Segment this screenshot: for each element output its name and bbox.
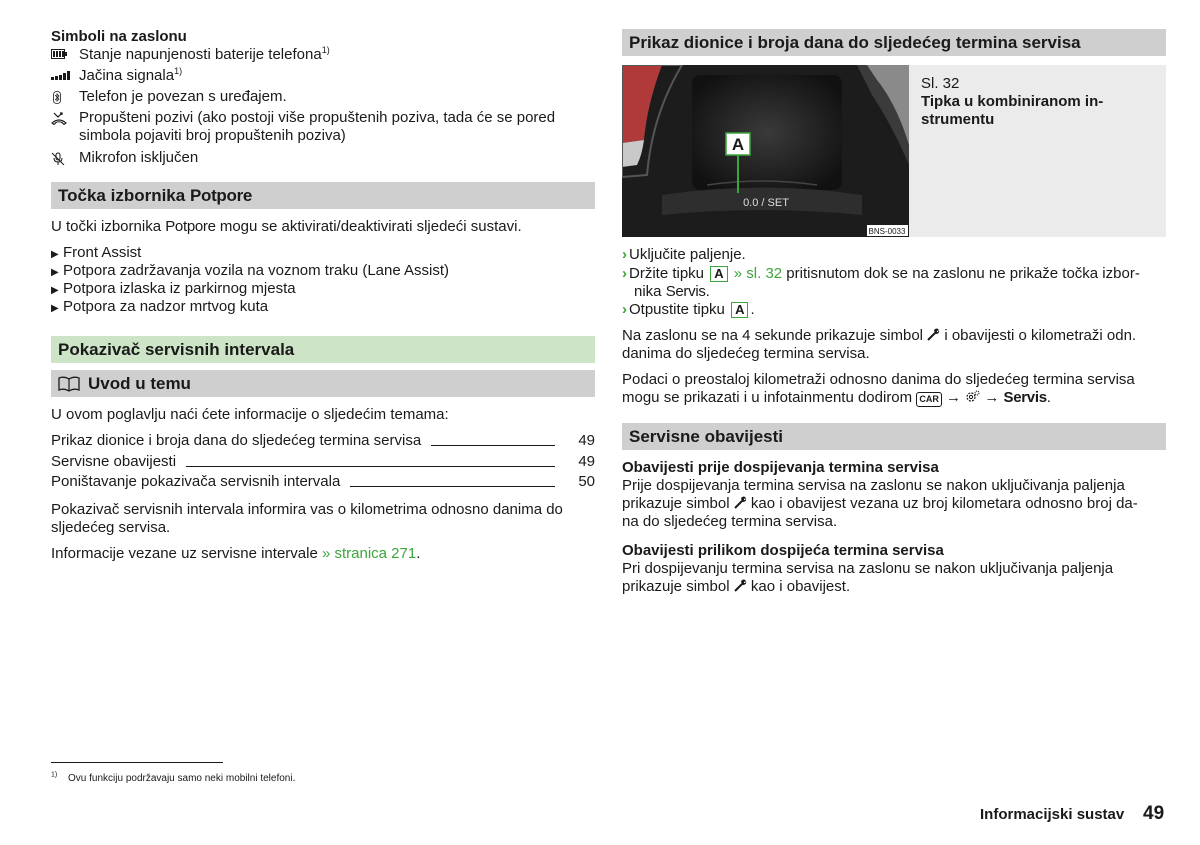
notice-subheading: Obavijesti prilikom dospijeća termina servisa — [622, 542, 944, 559]
paragraph-text: Pri dospijevanju termina servisa na zaslonu se nakon uključivanja paljenja — [622, 560, 1114, 577]
notice-text — [622, 477, 1166, 531]
service-notices-title: Servisne obavijesti — [622, 423, 1166, 450]
step-text: Držite tipku — [629, 265, 709, 282]
toc-leader — [186, 466, 555, 467]
microphone-off-icon — [51, 149, 79, 167]
step-chevron-icon: › — [622, 265, 627, 282]
settings-gear-icon — [965, 390, 980, 403]
footnote — [51, 772, 295, 786]
signal-strength-icon — [51, 67, 79, 85]
service-interval-reference — [51, 545, 595, 563]
footnote-mark: 1) — [51, 771, 58, 779]
battery-icon — [51, 46, 79, 64]
toc-leader — [431, 445, 555, 446]
support-list-item — [51, 244, 141, 264]
step-2-continued — [634, 283, 710, 301]
toc-page[interactable]: 50 — [578, 473, 595, 490]
step-text: Otpustite tipku — [629, 301, 730, 318]
toc-leader — [350, 486, 555, 487]
menu-term: Servis — [1003, 389, 1047, 406]
toc-label[interactable]: Prikaz dionice i broja dana do sljedećeg termina servisa — [51, 432, 422, 449]
reference-text: . — [416, 545, 421, 562]
paragraph-text: mogu se prikazati i u infotainmentu dodirom — [622, 389, 917, 406]
step-2 — [622, 265, 1166, 283]
paragraph-text: na do sljedećeg termina servisa. — [622, 513, 838, 530]
toc-page[interactable]: 49 — [578, 432, 595, 449]
paragraph-text: Prije dospijevanja termina servisa na zaslonu se nakon uključivanja paljenja — [622, 477, 1125, 494]
page-link[interactable]: » stranica 271 — [321, 545, 417, 562]
figure-number: Sl. 32 — [921, 75, 960, 92]
bullet-triangle-icon: ▶ — [51, 249, 59, 260]
intro-text: mogu se aktivirati/deaktivirati sljedeći sustavi. — [215, 218, 522, 235]
menu-term: Potpore — [165, 218, 216, 235]
paragraph-text: Podaci o preostaloj kilometraži odnosno danima do sljedećeg termina servisa — [622, 371, 1135, 388]
toc-entry[interactable] — [51, 453, 595, 471]
footnote-separator — [51, 762, 223, 763]
key-a-badge: A — [731, 302, 748, 318]
support-list-item — [51, 298, 268, 318]
arrow-icon: → — [946, 389, 961, 406]
figure-code: BNS-0033 — [868, 227, 906, 236]
paragraph-text: prikazuje simbol — [622, 495, 734, 512]
footnote-text: Ovu funkciju podržavaju samo neki mobilni telefoni. — [68, 773, 296, 784]
paragraph-text: kao i obavijest vezana uz broj kilometara odnosno broj da- — [746, 495, 1138, 512]
instrument-cluster-figure — [622, 65, 909, 237]
reference-text: Informacije vezane uz servisne intervale — [51, 545, 322, 562]
list-item-text: Potpora izlaska iz parkirnog mjesta — [63, 280, 296, 297]
step-chevron-icon: › — [622, 246, 627, 263]
list-item-text: Potpora za nadzor mrtvog kuta — [63, 298, 269, 315]
paragraph-text: kao i obavijest. — [746, 578, 851, 595]
support-intro — [51, 218, 595, 236]
intro-topic-title — [51, 370, 595, 397]
paragraph-text: . — [1046, 389, 1051, 406]
intro-text: U točki izbornika — [51, 218, 166, 235]
menu-term: Potpore — [189, 185, 253, 205]
symbol-text: Jačina signala — [79, 67, 175, 84]
list-item-text: Front Assist — [63, 244, 142, 261]
bullet-triangle-icon: ▶ — [51, 267, 59, 278]
step-3 — [622, 301, 755, 319]
toc-entry[interactable] — [51, 473, 595, 491]
step-1 — [622, 246, 746, 264]
bluetooth-icon — [51, 88, 79, 106]
service-interval-paragraph: Pokazivač servisnih intervala informira vas o kilometrima odnosno danima do sljedećeg servisa. — [51, 501, 563, 536]
step-chevron-icon: › — [622, 301, 627, 318]
toc-page[interactable]: 49 — [578, 453, 595, 470]
symbol-row-missed-calls — [51, 109, 595, 145]
figure-caption-line: Tipka u kombiniranom in- — [921, 93, 1104, 110]
symbol-row-bluetooth — [51, 88, 595, 106]
step-text: Uključite paljenje. — [629, 246, 746, 263]
footnote-ref: 1) — [174, 66, 183, 76]
step-text: nika — [634, 283, 666, 300]
step-text: . — [750, 301, 755, 318]
paragraph-text: danima do sljedećeg termina servisa. — [622, 345, 870, 362]
paragraph-text: i obavijesti o kilometraži odn. — [940, 327, 1137, 344]
service-interval-chapter-title: Pokazivač servisnih intervala — [51, 336, 595, 363]
wrench-icon — [734, 496, 747, 509]
notice-text — [622, 560, 1166, 596]
toc-label[interactable]: Servisne obavijesti — [51, 453, 177, 470]
menu-term: Servis — [665, 283, 706, 300]
symbol-text: Mikrofon isključen — [79, 149, 199, 166]
instrument-cluster-illustration — [622, 65, 909, 237]
page-number: 49 — [1143, 803, 1165, 824]
intro-title-text: Uvod u temu — [88, 373, 191, 393]
figure-label: A — [731, 135, 745, 154]
figure-caption-line: strumentu — [921, 111, 995, 128]
toc-entry[interactable] — [51, 432, 595, 450]
symbol-row-battery — [51, 46, 595, 64]
wrench-icon — [927, 328, 940, 341]
symbols-heading: Simboli na zaslonu — [51, 28, 187, 45]
book-icon — [58, 376, 80, 392]
car-key-icon: CAR — [916, 392, 942, 407]
bullet-triangle-icon: ▶ — [51, 303, 59, 314]
toc-label[interactable]: Poništavanje pokazivača servisnih intervala — [51, 473, 341, 490]
step-text: . — [705, 283, 710, 300]
intro-text: U ovom poglavlju naći ćete informacije o sljedećim temama: — [51, 406, 449, 423]
display-paragraph-2 — [622, 371, 1166, 407]
symbol-text: Propušteni pozivi (ako postoji više propuštenih poziva, tada će se pored simbola pojaviti broj propuštenih poziva) — [79, 109, 556, 144]
support-list-item — [51, 262, 449, 282]
list-item-text: Potpora zadržavanja vozila na voznom traku (Lane Assist) — [63, 262, 450, 279]
symbol-text: Telefon je povezan s uređajem. — [79, 88, 287, 105]
footer-section-name: Informacijski sustav — [980, 806, 1125, 823]
symbol-text: Stanje napunjenosti baterije telefona — [79, 46, 322, 63]
symbol-row-mic-off — [51, 149, 595, 167]
section-title-text: Točka izbornika — [58, 185, 186, 205]
paragraph-text: prikazuje simbol — [622, 578, 734, 595]
notice-subheading: Obavijesti prije dospijevanja termina servisa — [622, 459, 939, 476]
step-text: pritisnutom dok se na zaslonu ne prikaže točka izbor- — [782, 265, 1140, 282]
arrow-icon: → — [984, 389, 1000, 406]
screen-readout: 0.0 / SET — [743, 197, 789, 209]
display-paragraph-1 — [622, 327, 1166, 363]
support-list-item — [51, 280, 296, 300]
missed-call-icon — [51, 109, 79, 145]
figure-link[interactable]: » sl. 32 — [733, 265, 783, 282]
bullet-triangle-icon: ▶ — [51, 285, 59, 296]
paragraph-text: Na zaslonu se na 4 sekunde prikazuje simbol — [622, 327, 928, 344]
wrench-icon — [734, 579, 747, 592]
display-section-title: Prikaz dionice i broja dana do sljedećeg termina servisa — [622, 29, 1166, 56]
footnote-ref: 1) — [321, 45, 330, 55]
support-menu-section-title — [51, 182, 595, 209]
symbol-row-signal — [51, 67, 595, 85]
figure-caption — [909, 65, 1166, 237]
key-a-badge: A — [710, 266, 727, 282]
